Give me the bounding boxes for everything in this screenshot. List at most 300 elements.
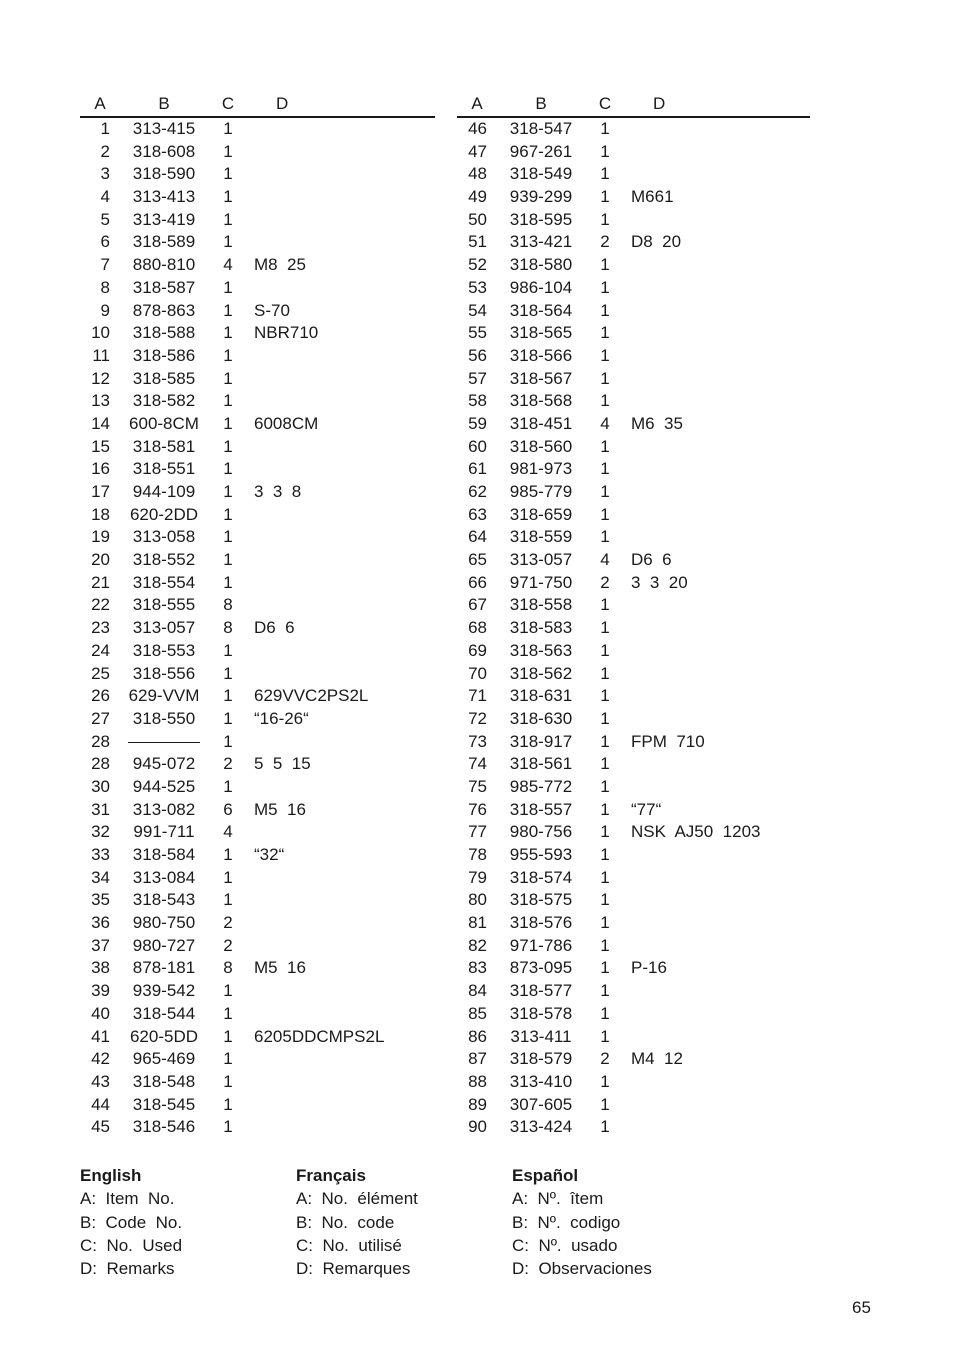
- no-used: 1: [600, 754, 610, 774]
- item-no: 14: [91, 413, 110, 433]
- code-no: 318-630: [509, 708, 573, 728]
- item-no: 63: [468, 504, 487, 524]
- item-no: 50: [468, 209, 487, 229]
- table-row: [80, 254, 435, 277]
- code-no: 318-557: [509, 799, 573, 819]
- item-no: 69: [468, 640, 487, 660]
- code-no: 878-863: [132, 300, 196, 320]
- table-row: [457, 163, 810, 186]
- no-used: 1: [600, 459, 610, 479]
- item-no: 87: [468, 1049, 487, 1069]
- code-no: 620-2DD: [129, 504, 199, 524]
- table-row: [457, 572, 810, 595]
- legend-line: D: Observaciones: [512, 1259, 652, 1279]
- item-no: 27: [91, 708, 110, 728]
- table-header: [80, 92, 435, 118]
- code-no: 991-711: [133, 822, 195, 842]
- code-no: 313-057: [509, 550, 573, 570]
- item-no: 45: [91, 1117, 110, 1137]
- table-row: [457, 731, 810, 754]
- item-no: 44: [91, 1094, 110, 1114]
- no-used: 1: [600, 799, 610, 819]
- no-used: 1: [223, 1117, 233, 1137]
- item-no: 61: [468, 459, 487, 479]
- code-no: 318-561: [509, 754, 573, 774]
- no-used: 1: [600, 867, 610, 887]
- item-no: 49: [468, 187, 487, 207]
- legend-line: B: Code No.: [80, 1212, 183, 1232]
- remarks: 6008CM: [254, 413, 319, 433]
- item-no: 62: [468, 482, 487, 501]
- item-no: 52: [468, 255, 487, 275]
- no-used: 1: [223, 663, 233, 683]
- code-no: 971-750: [509, 572, 573, 592]
- table-row: [80, 322, 435, 345]
- table-row: [80, 912, 435, 935]
- code-no: 318-564: [509, 300, 573, 320]
- item-no: 11: [92, 345, 110, 365]
- item-no: 15: [91, 436, 110, 456]
- no-used: 2: [600, 572, 610, 592]
- code-no: 318-579: [509, 1049, 573, 1069]
- item-no: 54: [468, 300, 487, 320]
- code-no: 955-593: [509, 845, 573, 864]
- remarks: M5 16: [254, 799, 306, 819]
- table-row: [80, 413, 435, 436]
- no-used: 1: [600, 890, 610, 910]
- table-row: [457, 186, 810, 209]
- legend-line: A: No. élément: [296, 1189, 418, 1209]
- remarks: M6 35: [631, 413, 683, 433]
- item-no: 31: [91, 799, 110, 819]
- item-no: 6: [100, 232, 110, 252]
- item-no: 47: [468, 141, 487, 161]
- code-no: 318-565: [509, 323, 573, 343]
- item-no: 76: [468, 799, 487, 819]
- code-no: 318-545: [132, 1094, 196, 1114]
- code-no: 318-574: [509, 867, 573, 887]
- code-no: 307-605: [509, 1094, 573, 1114]
- code-no: 318-548: [132, 1071, 196, 1091]
- item-no: 71: [468, 686, 487, 706]
- no-used: 1: [223, 345, 233, 365]
- page-number: 65: [852, 1298, 871, 1317]
- table-row: [457, 640, 810, 663]
- remarks: NSK AJ50 1203: [631, 822, 761, 842]
- code-no: 318-659: [509, 504, 573, 524]
- remarks: “77“: [631, 799, 662, 819]
- item-no: 7: [100, 255, 110, 275]
- no-used: 1: [600, 663, 610, 683]
- table-row: [80, 640, 435, 663]
- remarks: “16-26“: [254, 708, 309, 728]
- remarks: 5 5 15: [254, 754, 311, 774]
- item-no: 41: [91, 1026, 110, 1046]
- header-d: D: [276, 94, 289, 113]
- no-used: 8: [223, 618, 233, 638]
- remarks: M5 16: [254, 958, 306, 978]
- code-no: 880-810: [132, 255, 196, 275]
- table-row: [80, 458, 435, 481]
- table-row: [457, 368, 810, 391]
- no-used: 1: [600, 1003, 610, 1023]
- table-row: [80, 141, 435, 164]
- no-used: 4: [600, 413, 610, 433]
- code-no: 318-585: [132, 368, 196, 388]
- table-row: [80, 1094, 435, 1117]
- item-no: 55: [468, 323, 487, 343]
- code-no: 980-727: [132, 935, 196, 955]
- item-no: 40: [91, 1003, 110, 1023]
- legend-line: C: No. Used: [80, 1235, 183, 1255]
- item-no: 64: [468, 527, 487, 547]
- table-row: [457, 300, 810, 323]
- code-no: 318-544: [132, 1003, 196, 1023]
- parts-table-left: [80, 92, 435, 1139]
- table-row: [457, 799, 810, 822]
- remarks: “32“: [254, 845, 285, 864]
- item-no: 85: [468, 1003, 487, 1023]
- no-used: 1: [600, 776, 610, 796]
- code-no: 944-109: [132, 482, 196, 501]
- item-no: 36: [91, 913, 110, 933]
- no-used: 1: [223, 368, 233, 388]
- no-used: 1: [223, 708, 233, 728]
- code-no: 318-577: [509, 981, 573, 1001]
- code-no: 318-576: [509, 913, 573, 933]
- no-used: 6: [223, 799, 233, 819]
- no-used: 1: [223, 277, 233, 297]
- header-c: C: [598, 94, 612, 113]
- table-row: [457, 413, 810, 436]
- code-no: 600-8CM: [129, 413, 199, 433]
- code-no: 313-421: [509, 232, 573, 252]
- item-no: 48: [468, 164, 487, 184]
- no-used: 1: [223, 187, 233, 207]
- table-rows: [457, 118, 810, 1139]
- no-used: 1: [600, 391, 610, 411]
- code-no: 318-556: [132, 663, 196, 683]
- legend-line: D: Remarques: [296, 1259, 411, 1279]
- code-no: 318-608: [132, 141, 196, 161]
- table-row: [80, 1003, 435, 1026]
- no-used: 1: [600, 708, 610, 728]
- table-row: [80, 821, 435, 844]
- table-row: [457, 821, 810, 844]
- table-row: [80, 980, 435, 1003]
- no-used: 2: [600, 1049, 610, 1069]
- table-row: [457, 753, 810, 776]
- item-no: 38: [91, 958, 110, 978]
- table-row: [80, 345, 435, 368]
- table-row: [457, 231, 810, 254]
- no-used: 1: [600, 822, 610, 842]
- table-row: [80, 799, 435, 822]
- code-no: 318-546: [132, 1117, 196, 1137]
- table-row: [80, 186, 435, 209]
- no-used: 1: [600, 913, 610, 933]
- no-used: 1: [223, 731, 233, 751]
- no-used: 1: [600, 1117, 610, 1137]
- table-row: [80, 390, 435, 413]
- code-no: 318-578: [509, 1003, 573, 1023]
- table-row: [457, 957, 810, 980]
- item-no: 82: [468, 935, 487, 955]
- item-no: 79: [468, 867, 487, 887]
- item-no: 67: [468, 595, 487, 615]
- table-row: [80, 731, 435, 754]
- table-row: [457, 254, 810, 277]
- table-row: [80, 549, 435, 572]
- item-no: 56: [468, 345, 487, 365]
- no-used: 1: [600, 141, 610, 161]
- legend-title: Français: [296, 1166, 366, 1185]
- no-used: 1: [600, 686, 610, 706]
- code-no: 318-451: [509, 413, 573, 433]
- code-no: 318-581: [132, 436, 196, 456]
- table-row: [80, 504, 435, 527]
- item-no: 74: [468, 754, 487, 774]
- no-used: 2: [223, 754, 233, 774]
- remarks: NBR710: [254, 323, 319, 343]
- code-dash: [128, 742, 200, 743]
- no-used: 4: [600, 550, 610, 570]
- code-no: 313-410: [509, 1071, 573, 1091]
- item-no: 39: [91, 981, 110, 1001]
- item-no: 33: [91, 845, 110, 864]
- legend-french: [296, 1164, 418, 1280]
- table-row: [457, 458, 810, 481]
- code-no: 318-584: [132, 845, 196, 864]
- item-no: 72: [468, 708, 487, 728]
- no-used: 1: [600, 1026, 610, 1046]
- code-no: 318-543: [132, 890, 196, 910]
- no-used: 1: [223, 459, 233, 479]
- header-a: A: [471, 94, 483, 113]
- table-row: [457, 1071, 810, 1094]
- table-row: [80, 935, 435, 958]
- item-no: 2: [100, 141, 110, 161]
- item-no: 65: [468, 550, 487, 570]
- no-used: 1: [223, 527, 233, 547]
- legend-line: C: No. utilisé: [296, 1235, 402, 1255]
- no-used: 1: [223, 845, 233, 864]
- table-row: [457, 481, 810, 504]
- code-no: 318-559: [509, 527, 573, 547]
- table-row: [80, 776, 435, 799]
- table-row: [457, 118, 810, 141]
- table-row: [457, 436, 810, 459]
- no-used: 1: [600, 164, 610, 184]
- item-no: 10: [91, 323, 110, 343]
- remarks: M661: [631, 187, 674, 207]
- legend-english: [80, 1164, 182, 1280]
- item-no: 20: [91, 550, 110, 570]
- no-used: 2: [223, 913, 233, 933]
- code-no: 313-084: [132, 867, 196, 887]
- remarks: P-16: [631, 958, 667, 978]
- code-no: 313-411: [510, 1026, 572, 1046]
- legend-line: C: Nº. usado: [512, 1235, 618, 1255]
- table-row: [457, 549, 810, 572]
- no-used: 1: [600, 345, 610, 365]
- table-row: [80, 708, 435, 731]
- table-row: [457, 209, 810, 232]
- header-d: D: [653, 94, 666, 113]
- no-used: 1: [223, 981, 233, 1001]
- table-row: [80, 572, 435, 595]
- table-row: [80, 163, 435, 186]
- no-used: 1: [600, 1094, 610, 1114]
- item-no: 86: [468, 1026, 487, 1046]
- table-row: [457, 594, 810, 617]
- table-row: [457, 504, 810, 527]
- code-no: 318-587: [132, 277, 196, 297]
- code-no: 945-072: [132, 754, 196, 774]
- no-used: 1: [600, 300, 610, 320]
- item-no: 17: [91, 482, 110, 501]
- code-no: 318-558: [509, 595, 573, 615]
- no-used: 1: [600, 255, 610, 275]
- no-used: 1: [223, 686, 233, 706]
- item-no: 18: [91, 504, 110, 524]
- item-no: 81: [468, 913, 487, 933]
- code-no: 318-631: [509, 686, 573, 706]
- table-row: [457, 141, 810, 164]
- item-no: 89: [468, 1094, 487, 1114]
- no-used: 1: [600, 958, 610, 978]
- code-no: 318-567: [509, 368, 573, 388]
- item-no: 42: [91, 1049, 110, 1069]
- table-row: [457, 663, 810, 686]
- no-used: 1: [600, 1071, 610, 1091]
- table-row: [457, 980, 810, 1003]
- no-used: 4: [223, 255, 233, 275]
- code-no: 318-566: [509, 345, 573, 365]
- item-no: 77: [468, 822, 487, 842]
- item-no: 23: [91, 618, 110, 638]
- table-row: [80, 277, 435, 300]
- legend-title: Español: [512, 1166, 579, 1185]
- code-no: 318-550: [132, 708, 196, 728]
- table-row: [80, 663, 435, 686]
- code-no: 965-469: [132, 1049, 196, 1069]
- item-no: 25: [91, 663, 110, 683]
- code-no: 318-589: [132, 232, 196, 252]
- item-no: 5: [100, 209, 110, 229]
- remarks: M4 12: [631, 1049, 683, 1069]
- item-no: 8: [100, 277, 110, 297]
- code-no: 620-5DD: [129, 1026, 199, 1046]
- item-no: 19: [91, 527, 110, 547]
- table-row: [80, 1048, 435, 1071]
- table-row: [457, 345, 810, 368]
- item-no: 90: [468, 1117, 487, 1137]
- remarks: D6 6: [631, 550, 672, 570]
- code-no: 985-779: [509, 482, 573, 501]
- item-no: 51: [468, 232, 487, 252]
- item-no: 30: [91, 776, 110, 796]
- no-used: 1: [223, 640, 233, 660]
- legend-spanish: [512, 1164, 652, 1280]
- no-used: 1: [600, 640, 610, 660]
- no-used: 1: [600, 595, 610, 615]
- table-row: [457, 844, 810, 867]
- item-no: 32: [91, 822, 110, 842]
- code-no: 318-562: [509, 663, 573, 683]
- table-row: [80, 436, 435, 459]
- no-used: 1: [600, 731, 610, 751]
- no-used: 1: [223, 119, 233, 138]
- item-no: 73: [468, 731, 487, 751]
- no-used: 1: [223, 776, 233, 796]
- item-no: 21: [91, 572, 110, 592]
- table-rows: [80, 118, 435, 1139]
- legend-line: A: Item No.: [80, 1189, 175, 1209]
- item-no: 83: [468, 958, 487, 978]
- table-row: [457, 322, 810, 345]
- table-row: [80, 300, 435, 323]
- item-no: 26: [91, 686, 110, 706]
- item-no: 84: [468, 981, 487, 1001]
- table-row: [457, 708, 810, 731]
- code-no: 980-750: [132, 913, 196, 933]
- table-row: [80, 209, 435, 232]
- header-c: C: [221, 94, 235, 113]
- no-used: 1: [223, 300, 233, 320]
- code-no: 313-419: [132, 209, 196, 229]
- no-used: 1: [223, 323, 233, 343]
- code-no: 313-415: [132, 119, 196, 138]
- item-no: 24: [91, 640, 110, 660]
- item-no: 68: [468, 618, 487, 638]
- table-row: [80, 685, 435, 708]
- no-used: 1: [223, 890, 233, 910]
- item-no: 4: [100, 187, 110, 207]
- table-row: [457, 912, 810, 935]
- code-no: 318-583: [509, 618, 573, 638]
- item-no: 80: [468, 890, 487, 910]
- table-row: [80, 526, 435, 549]
- item-no: 37: [91, 935, 110, 955]
- code-no: 986-104: [509, 277, 573, 297]
- code-no: 318-586: [132, 345, 196, 365]
- code-no: 318-555: [132, 595, 196, 615]
- table-header: [457, 92, 810, 118]
- table-row: [457, 685, 810, 708]
- no-used: 1: [223, 572, 233, 592]
- item-no: 1: [100, 119, 110, 138]
- code-no: 318-568: [509, 391, 573, 411]
- item-no: 59: [468, 413, 487, 433]
- item-no: 66: [468, 572, 487, 592]
- item-no: 70: [468, 663, 487, 683]
- no-used: 2: [600, 232, 610, 252]
- no-used: 1: [223, 1071, 233, 1091]
- item-no: 12: [91, 368, 110, 388]
- no-used: 1: [600, 618, 610, 638]
- code-no: 944-525: [132, 776, 196, 796]
- code-no: 318-560: [509, 436, 573, 456]
- code-no: 629-VVM: [128, 686, 200, 706]
- header-a: A: [94, 94, 106, 113]
- item-no: 60: [468, 436, 487, 456]
- remarks: D8 20: [631, 232, 682, 252]
- code-no: 313-057: [132, 618, 196, 638]
- no-used: 1: [223, 232, 233, 252]
- code-no: 971-786: [509, 935, 573, 955]
- legend-line: A: Nº. îtem: [512, 1189, 604, 1209]
